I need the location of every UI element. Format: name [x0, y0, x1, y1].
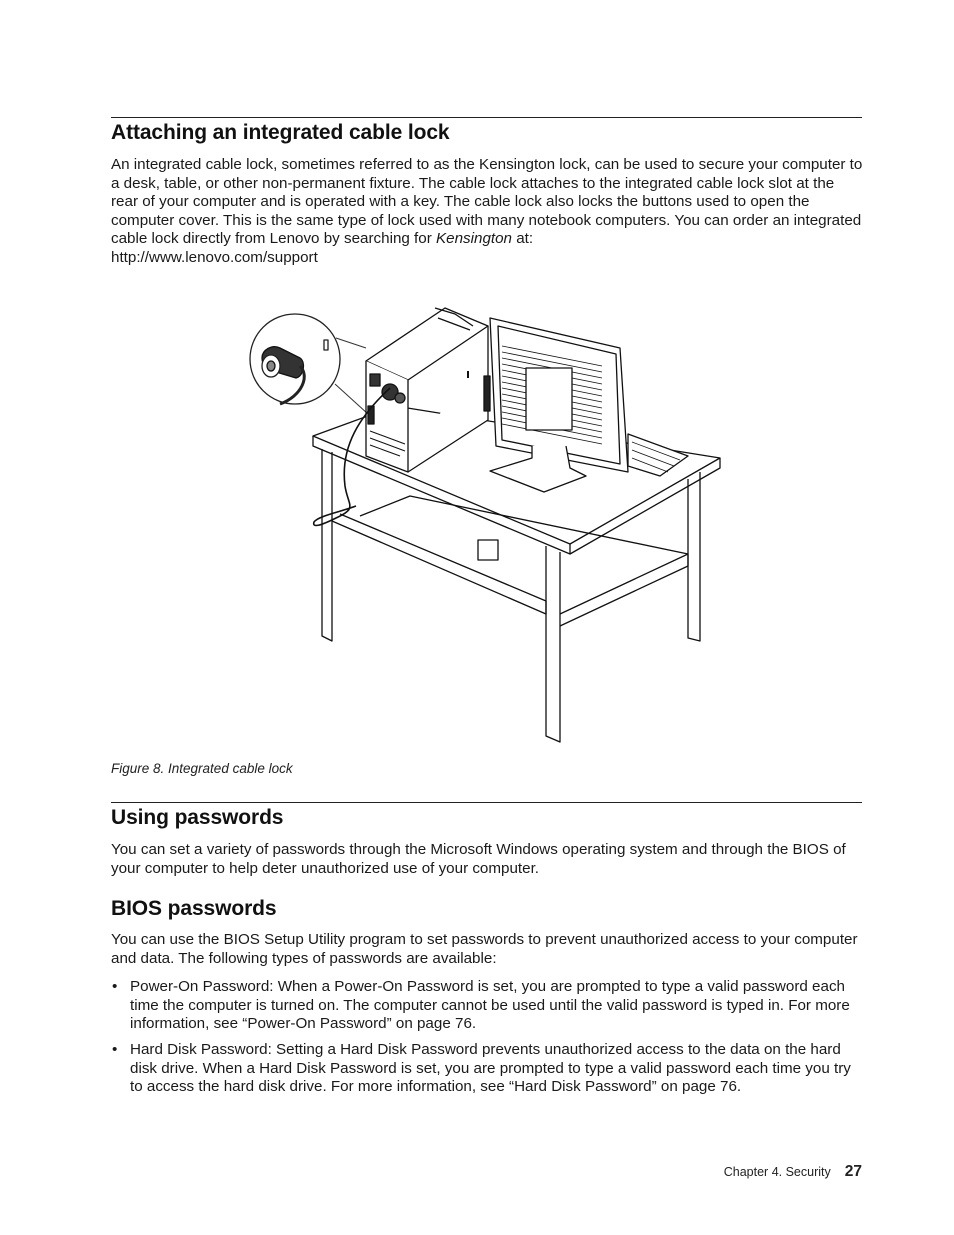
section-rule-top — [111, 117, 862, 118]
section-heading-bios-passwords: BIOS passwords — [111, 897, 277, 920]
hard-disk-password-text: Hard Disk Password: Setting a Hard Disk Password prevents unauthorized access to the data on the hard disk drive. When a Hard Disk Password is set, you are prompted to type a valid password each time you try to access the hard disk drive. For more information, see “Hard Disk Password” on page 76. — [130, 1041, 851, 1096]
passwords-paragraph: You can set a variety of passwords through the Microsoft Windows operating system and through the BIOS of your computer to help deter unauthorized use of your computer. — [111, 841, 846, 877]
page-footer — [724, 1163, 862, 1181]
cable-lock-text-part1: An integrated cable lock, sometimes referred to as the Kensington lock, can be used to secure your computer to a desk, table, or other non-permanent fixture. The cable lock attaches to the integrated cable lock slot at the rear of your computer and is operated with a key. The cable lock also locks the buttons used to open the computer cover. This is the same type of lock used with many notebook computers. You can order an integrated cable lock directly from Lenovo by searching for — [111, 156, 863, 248]
password-types-list — [111, 978, 863, 1105]
figure-caption: Figure 8. Integrated cable lock — [111, 761, 293, 776]
list-item-power-on-password — [111, 978, 863, 1034]
section-rule-passwords — [111, 802, 862, 803]
section-heading-cable-lock: Attaching an integrated cable lock — [111, 121, 450, 144]
chapter-label: Chapter 4. Security — [723, 1165, 831, 1179]
cable-lock-illustration — [240, 296, 730, 748]
list-item-hard-disk-password — [111, 1041, 863, 1097]
support-url-link[interactable]: http://www.lenovo.com/support — [111, 248, 318, 266]
page-number: 27 — [844, 1163, 862, 1180]
bios-passwords-paragraph: You can use the BIOS Setup Utility program to set passwords to prevent unauthorized access to your computer and data. The following types of passwords are available: — [111, 931, 858, 967]
kensington-term: Kensington — [436, 230, 512, 248]
bullet-icon: • — [112, 978, 118, 995]
section-heading-passwords: Using passwords — [111, 806, 284, 829]
cable-lock-text-part2: at: — [512, 230, 534, 248]
cable-lock-paragraph — [111, 156, 863, 268]
lock-magnifier-icon — [250, 314, 368, 414]
bullet-icon: • — [112, 1041, 118, 1059]
power-on-password-text: Power-On Password: When a Power-On Password is set, you are prompted to type a valid password each time the computer is turned on. The computer cannot be used until the valid password is typed in. For more information, see “Power-On Password” on page 76. — [130, 978, 850, 1033]
